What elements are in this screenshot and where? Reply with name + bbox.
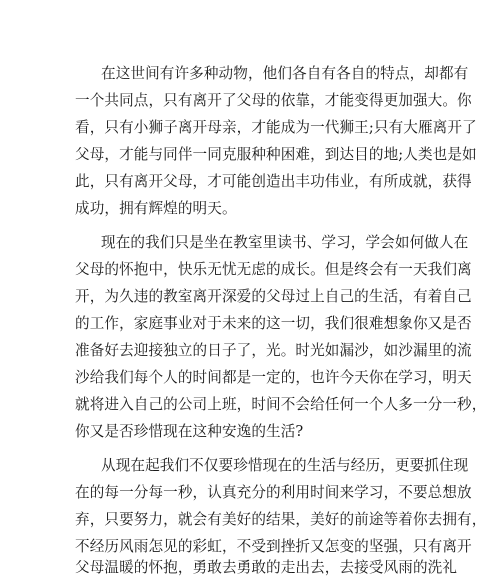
- paragraph-line: 看，只有小狮子离开母亲，才能成为一代狮王;只有大雁离开了: [75, 119, 477, 136]
- paragraph-line: 弃，只要努力，就会有美好的结果，美好的前途等着你去拥有，: [75, 511, 487, 528]
- paragraph-line: 开，为久违的教室离开深爱的父母过上自己的生活，有着自己: [75, 288, 472, 305]
- paragraph-line: 现在的我们只是坐在教室里读书、学习，学会如何做人在: [101, 234, 469, 251]
- paragraph-line: 准备好去迎接独立的日子了，光。时光如漏沙，如沙漏里的流: [75, 342, 472, 359]
- paragraph-line: 在这世间有许多种动物，他们各自有各自的特点，却都有: [101, 65, 469, 82]
- paragraph-line: 父母的怀抱中，快乐无忧无虑的成长。但是终会有一天我们离: [75, 261, 472, 278]
- paragraph-line: 此，只有离开父母，才可能创造出丰功伟业，有所成就，获得: [75, 173, 472, 190]
- paragraph-line: 父母温暖的怀抱，勇敢去勇敢的走出去，去接受风雨的洗礼: [75, 559, 458, 576]
- paragraph-line: 不经历风雨怎见的彩虹，不受到挫折又怎变的坚强，只有离开: [75, 538, 472, 555]
- paragraph-line: 就将进入自己的公司上班，时间不会给任何一个人多一分一秒，: [75, 396, 487, 413]
- paragraph-line: 在的每一分每一秒，认真充分的利用时间来学习，不要总想放: [75, 484, 472, 501]
- paragraph-line: 你又是否珍惜现在这种安逸的生活?: [75, 423, 304, 440]
- paragraph-line: 一个共同点，只有离开了父母的依靠，才能变得更加强大。你: [75, 92, 472, 109]
- paragraph-line: 父母，才能与同伴一同克服种种困难，到达目的地;人类也是如: [75, 146, 477, 163]
- paragraph-line: 从现在起我们不仅要珍惜现在的生活与经历，更要抓住现: [101, 457, 469, 474]
- paragraph-line: 成功，拥有辉煌的明天。: [75, 200, 237, 217]
- paragraph-line: 沙给我们每个人的时间都是一定的，也许今天你在学习，明天: [75, 369, 472, 386]
- paragraph-line: 的工作，家庭事业对于未来的这一切，我们很难想象你又是否: [75, 315, 472, 332]
